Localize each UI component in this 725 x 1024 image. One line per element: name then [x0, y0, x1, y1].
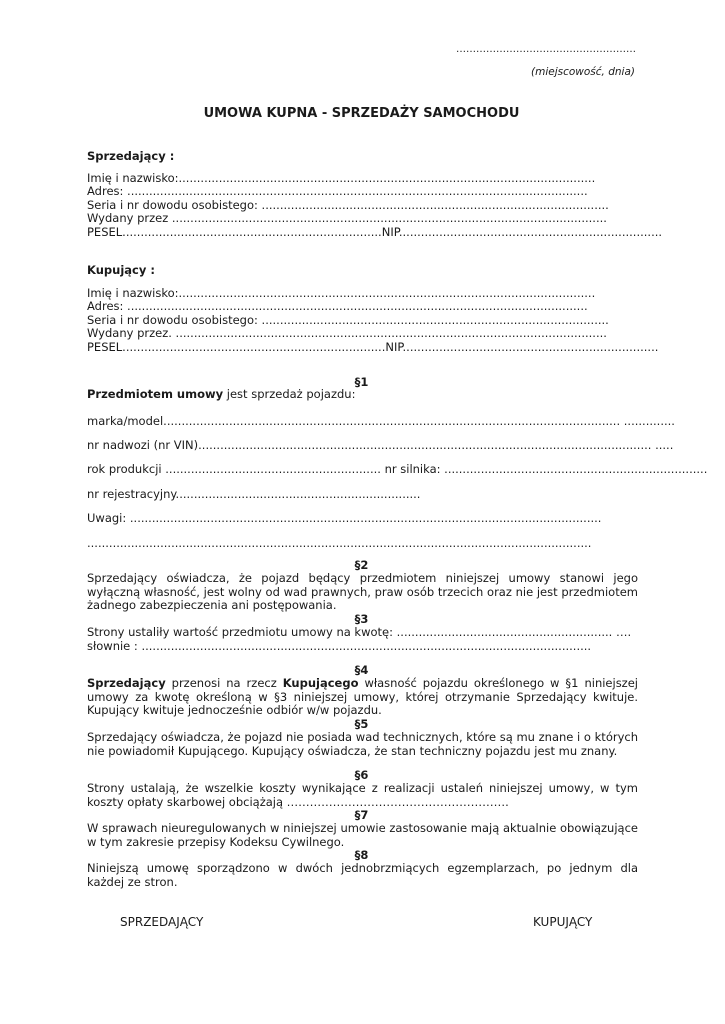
section-7-heading: §7: [354, 808, 369, 822]
buyer-issued-field: Wydany przez. ......................................................................................................................: [87, 326, 607, 340]
section-6-text: Strony ustalają, że wszelkie koszty wynikające z realizacji ustaleń niniejszej umowy, w tym koszty opłaty skarbowej obciążają ………………………………………………….: [87, 781, 638, 809]
buyer-pesel-nip-field: PESEL........................................................................NIP......................................................................: [87, 340, 659, 354]
section-4-text: [87, 677, 638, 718]
seller-signature-label: SPRZEDAJĄCY: [120, 915, 204, 929]
section-4-mid: przenosi na rzecz: [165, 676, 283, 690]
section-4-buyer-bold: Kupującego: [282, 676, 359, 690]
buyer-address-field: Adres: ..............................................................................................................................: [87, 299, 588, 313]
section-5-text: Sprzedający oświadcza, że pojazd nie posiada wad technicznych, które są mu znane i o których nie powiadomił Kupującego. Kupujący oświadcza, że stan techniczny pojazdu jest mu znany.: [87, 730, 638, 758]
buyer-heading: Kupujący :: [87, 263, 155, 277]
section-2-text: Sprzedający oświadcza, że pojazd będący przedmiotem niniejszej umowy stanowi jego wyłączną własność, jest wolny od wad prawnych, praw osób trzecich oraz nie jest przedmiotem żadnego zabezpieczenia ani postępowania.: [87, 571, 638, 612]
notes-continuation: ..........................................................................................................................................: [87, 536, 592, 550]
place-date-label: (miejscowość, dnia): [531, 66, 635, 78]
brand-model-field: marka/model............................................................................................................................. ..............: [87, 414, 675, 428]
seller-pesel-nip-field: PESEL.......................................................................NIP........................................................................: [87, 225, 663, 239]
section-3-words: słownie : ...........................................................................................................................: [87, 639, 592, 653]
buyer-name-field: Imię i nazwisko:..................................................................................................................: [87, 286, 596, 300]
seller-issued-field: Wydany przez .......................................................................................................................: [87, 211, 607, 225]
section-1-intro-bold: Przedmiotem umowy: [87, 387, 224, 401]
seller-address-field: Adres: ..............................................................................................................................: [87, 184, 588, 198]
section-4-rest: własność pojazdu określonego w §1 niniejszej umowy za kwotę określoną w §3 niniejszej umowy, której otrzymanie Sprzedający kwituje. Kupujący kwituje jednocześnie odbiór w/w pojazdu.: [87, 676, 638, 717]
section-6-heading: §6: [354, 768, 369, 782]
section-1-heading: §1: [354, 375, 369, 389]
section-5-heading: §5: [354, 717, 369, 731]
buyer-id-field: Seria i nr dowodu osobistego: ...............................................................................................: [87, 313, 609, 327]
section-1-intro: [87, 388, 355, 402]
section-8-text: Niniejszą umowę sporządzono w dwóch jednobrzmiących egzemplarzach, po jednym dla każdej ze stron.: [87, 861, 638, 889]
registration-field: nr rejestracyjny...................................................................: [87, 487, 421, 501]
section-3-value: Strony ustaliły wartość przedmiotu umowy na kwotę: ........................................................... ….: [87, 625, 632, 639]
place-date-line: ………………………………………………: [456, 44, 636, 55]
section-2-heading: §2: [354, 558, 369, 572]
section-8-heading: §8: [354, 848, 369, 862]
seller-id-field: Seria i nr dowodu osobistego: ...............................................................................................: [87, 198, 609, 212]
seller-heading: Sprzedający :: [87, 149, 175, 163]
seller-name-field: Imię i nazwisko:..................................................................................................................: [87, 171, 596, 185]
section-1-intro-rest: jest sprzedaż pojazdu:: [223, 387, 356, 401]
section-3-heading: §3: [354, 612, 369, 626]
document-title: UMOWA KUPNA - SPRZEDAŻY SAMOCHODU: [203, 106, 520, 121]
year-engine-field: rok produkcji ........................................................... nr silnika: ........................................................................: [87, 462, 708, 476]
section-7-text: W sprawach nieuregulowanych w niniejszej umowie zastosowanie mają aktualnie obowiązujące w tym zakresie przepisy Kodeksu Cywilnego.: [87, 821, 638, 849]
vin-field: nr nadwozi (nr VIN)............................................................................................................................ .....: [87, 438, 674, 452]
section-4-seller-bold: Sprzedający: [87, 676, 166, 690]
buyer-signature-label: KUPUJĄCY: [533, 915, 593, 929]
notes-field: Uwagi: .................................................................................................................................: [87, 511, 602, 525]
section-4-heading: §4: [354, 663, 369, 677]
